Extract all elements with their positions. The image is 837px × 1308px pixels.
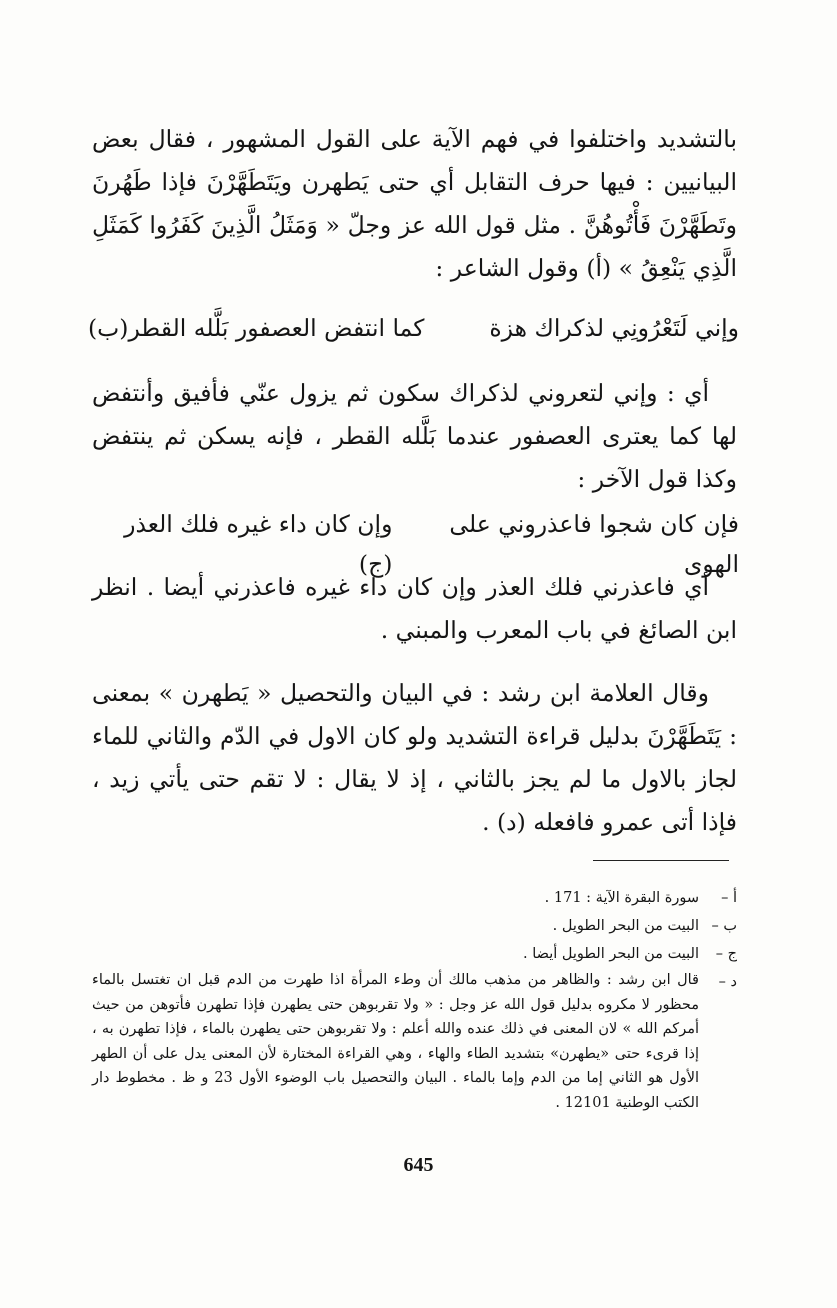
footnote-mark: ب –	[711, 918, 737, 934]
paragraph-3: أي فاعذرني فلك العذر وإن كان داء غيره فاعذرني أيضا . انظر ابن الصائغ في باب المعرب والمبني .	[92, 573, 737, 644]
footnote-text: قال ابن رشد : والظاهر من مذهب مالك أن وطء المرأة اذا طهرت من الدم قبل ان تغتسل بالماء محظور لا مكروه بدليل قول الله عز وجل : « ولا تقربوهن حتى يطهرن فإذا تطهرن فأتوهن من حيث أمركم الله » لان المعنى في ذلك عنده والله أعلم : ولا تقربوهن حتى يطهرن بالماء ، فإذا تطهرن به ، إذا قرىء حتى «يطهرن» بتشديد الطاء والهاء ، وهي القراءة المختارة لأن المعنى يدل على أن الطهر الأول هو الثاني إما من الدم وإما بالماء . البيان والتحصيل باب الوضوء الأول 23 و ظ . مخطوط دار الكتب الوطنية 12101 .	[92, 972, 699, 1111]
verse-1	[88, 308, 739, 348]
paragraph-1: بالتشديد واختلفوا في فهم الآية على القول المشهور ، فقال بعض البيانيين : فيها حرف التقابل أي حتى يَطهرن ويَتَطَهَّرْنَ فإذا طَهُرنَ وتَطَهَّرْنَ فَأْتُوهُنَّ . مثل قول الله عز وجلّ « وَمَثَلُ الَّذِينَ كَفَرُوا كَمَثَلِ الَّذِي يَنْعِقُ » (أ) وقول الشاعر :	[92, 125, 737, 282]
footnote	[92, 968, 737, 1115]
footnote-separator	[593, 860, 729, 861]
footnote-text: البيت من البحر الطويل أيضا .	[523, 946, 699, 962]
footnotes	[92, 884, 737, 1115]
footnote-mark: ج –	[715, 946, 737, 962]
verse-2-second-hemistich: وإن كان داء غيره فلك العذر (ج)	[124, 510, 393, 578]
footnote	[92, 884, 737, 912]
footnote-mark: أ –	[721, 890, 737, 906]
footnote	[92, 940, 737, 968]
footnote-text: البيت من البحر الطويل .	[552, 918, 699, 934]
verse-1-second-hemistich: كما انتفض العصفور بَلَّله القطر(ب)	[88, 314, 425, 342]
footnote	[92, 912, 737, 940]
paragraph-2: أي : وإني لتعروني لذكراك سكون ثم يزول عنّي فأفيق وأنتفض لها كما يعترى العصفور عندما بَلَّله القطر ، فإنه يسكن ثم ينتفض وكذا قول الآخر :	[92, 379, 737, 493]
footnote-mark: د –	[718, 974, 737, 990]
paragraph-4: وقال العلامة ابن رشد : في البيان والتحصيل « يَطهرن » بمعنى : يَتَطَهَّرْنَ بدليل قراءة التشديد ولو كان الاول في الدّم والثاني للماء لجاز بالاول ما لم يجز بالثاني ، إذ لا يقال : لا تقم حتى يأتي زيد ، فإذا أتى عمرو فافعله (د) .	[92, 679, 737, 836]
page-number: 645	[403, 1154, 434, 1176]
footnote-text: سورة البقرة الآية : 171 .	[544, 890, 699, 906]
verse-2-first-hemistich: فإن كان شجوا فاعذروني على الهوى	[449, 510, 739, 578]
verse-1-first-hemistich: وإني لَتَعْرُونِي لذكراك هزة	[489, 314, 739, 342]
